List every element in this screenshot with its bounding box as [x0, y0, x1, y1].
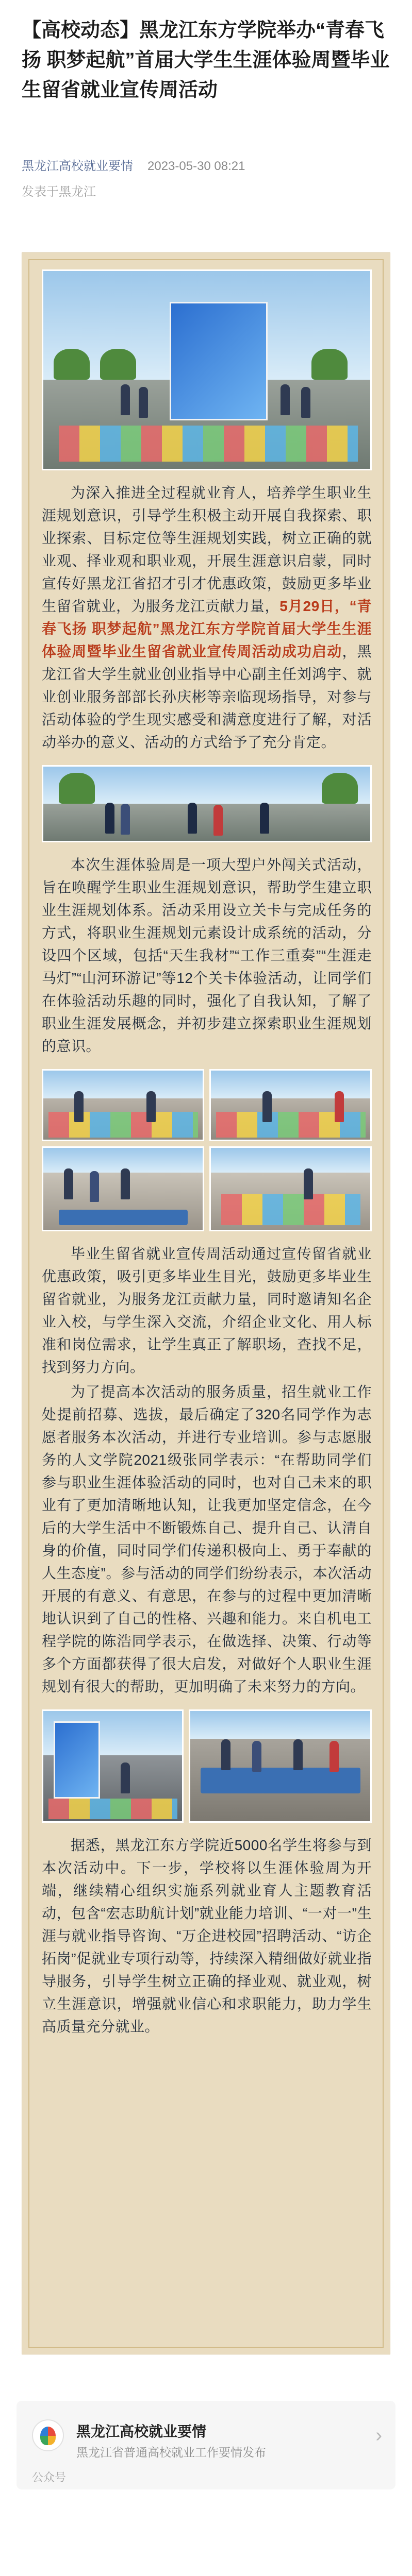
chevron-right-icon: › — [375, 2425, 382, 2446]
paragraph-1: 为深入推进全过程就业育人，培养学生职业生涯规划意识，引导学生积极主动开展自我探索、职业探索、目标定位等生涯规划实践，树立正确的就业观、择业观和职业观，开展生涯意识启蒙，同时宣传好黑龙江省招才引才优惠政策，鼓励更多毕业生留省就业，为服务龙江贡献力量，5月29日，“青春飞扬 职梦起航”黑龙江东方学院首届大学生生涯体验周暨毕业生留省就业宣传周活动成功启动，黑龙江省大学生就业创业指导中心副主任刘鸿宇、就业创业服务部部长孙庆彬等亲临现场指导，对参与活动体验的学生现实感受和满意度进行了解，对活动举办的意义、活动的方式给予了充分肯定。 — [42, 485, 372, 750]
article-title: 【高校动态】黑龙江东方学院举办“青春飞扬 职梦起航”首届大学生生涯体验周暨毕业生留省就业宣传周活动 — [22, 20, 390, 101]
event-photo-row-3 — [42, 1709, 372, 1823]
publish-location: 发表于黑龙江 — [22, 185, 96, 199]
account-card-desc: 黑龙江省普通高校就业工作要情发布 — [76, 2446, 266, 2459]
paragraph-4: 为了提高本次活动的服务质量，招生就业工作处提前招募、选拔，最后确定了320名同学作为志愿者服务本次活动，并进行专业培训。参与志愿服务的人文学院2021级张同学表示：“在帮助同学们参与职业生涯体验活动的同时，也对自己未来的职业有了更加清晰地认知，让我更加坚定信念，在今后的大学生活中不断锻炼自己、提升自己、认清自身的价值，同时同学们传递积极向上、勇于奉献的人生态度”。参与活动的同学们纷纷表示，本次活动开展的有意义、有意思，在参与的过程中更加清晰地认识到了自己的性格、兴趣和能力。来自机电工程学院的陈浩同学表示，在做选择、决策、行动等多个方面都获得了很大启发，对做好个人职业生涯规划有很大的帮助，更加明确了未来努力的方向。 — [42, 1384, 372, 1694]
account-card-type: 公众号 — [32, 2471, 67, 2484]
account-card[interactable] — [17, 2401, 395, 2489]
event-photo-row-1 — [42, 1069, 372, 1141]
event-photo-8 — [189, 1709, 372, 1823]
article-meta — [22, 158, 393, 175]
article-body — [42, 269, 372, 2038]
paragraph-3: 毕业生留省就业宣传周活动通过宣传留省就业优惠政策，吸引更多毕业生目光，鼓励更多毕业生留省就业，为服务龙江贡献力量，同时邀请知名企业入校，与学生深入交流，介绍企业文化、用人标准和岗位需求，让学生真正了解职场，查找不足，找到努力方向。 — [42, 1246, 372, 1375]
publish-date: 2023-05-30 08:21 — [147, 159, 245, 173]
account-logo-icon — [32, 2419, 64, 2451]
event-photo-6 — [209, 1146, 372, 1231]
event-photo-1 — [42, 269, 372, 470]
paragraph-2: 本次生涯体验周是一项大型户外闯关式活动，旨在唤醒学生职业生涯规划意识，帮助学生建立职业生涯规划体系。活动采用设立关卡与完成任务的方式，将职业生涯规划元素设计成系统的活动，分设四个区域，包括“天生我材”“工作三重奏”“生涯走马灯”“山河环游记”等12个关卡体验活动，让同学们在体验活动乐趣的同时，强化了自我认知，了解了职业生涯发展概念，并初步建立探索职业生涯规划的意识。 — [42, 857, 372, 1054]
event-photo-7 — [42, 1709, 184, 1823]
article-body-frame — [22, 252, 390, 2354]
event-photo-3 — [42, 1069, 204, 1141]
event-photo-2 — [42, 765, 372, 842]
paragraph-5: 据悉，黑龙江东方学院近5000名学生将参与到本次活动中。下一步，学校将以生涯体验周为开端，继续精心组织实施系列就业育人主题教育活动，包含“宏志助航计划”就业能力培训、“一对一”生涯与就业指导咨询、“万企进校园”招聘活动、“访企拓岗”促就业专项行动等，持续深入精细做好就业指导服务，引导学生树立正确的择业观、就业观，树立生涯意识，增强就业信心和求职能力，助力学生高质量充分就业。 — [42, 1837, 372, 2035]
account-link[interactable]: 黑龙江高校就业要情 — [22, 159, 133, 173]
event-photo-row-2 — [42, 1146, 372, 1231]
event-photo-5 — [42, 1146, 204, 1231]
event-photo-4 — [209, 1069, 372, 1141]
account-card-name: 黑龙江高校就业要情 — [76, 2424, 207, 2439]
